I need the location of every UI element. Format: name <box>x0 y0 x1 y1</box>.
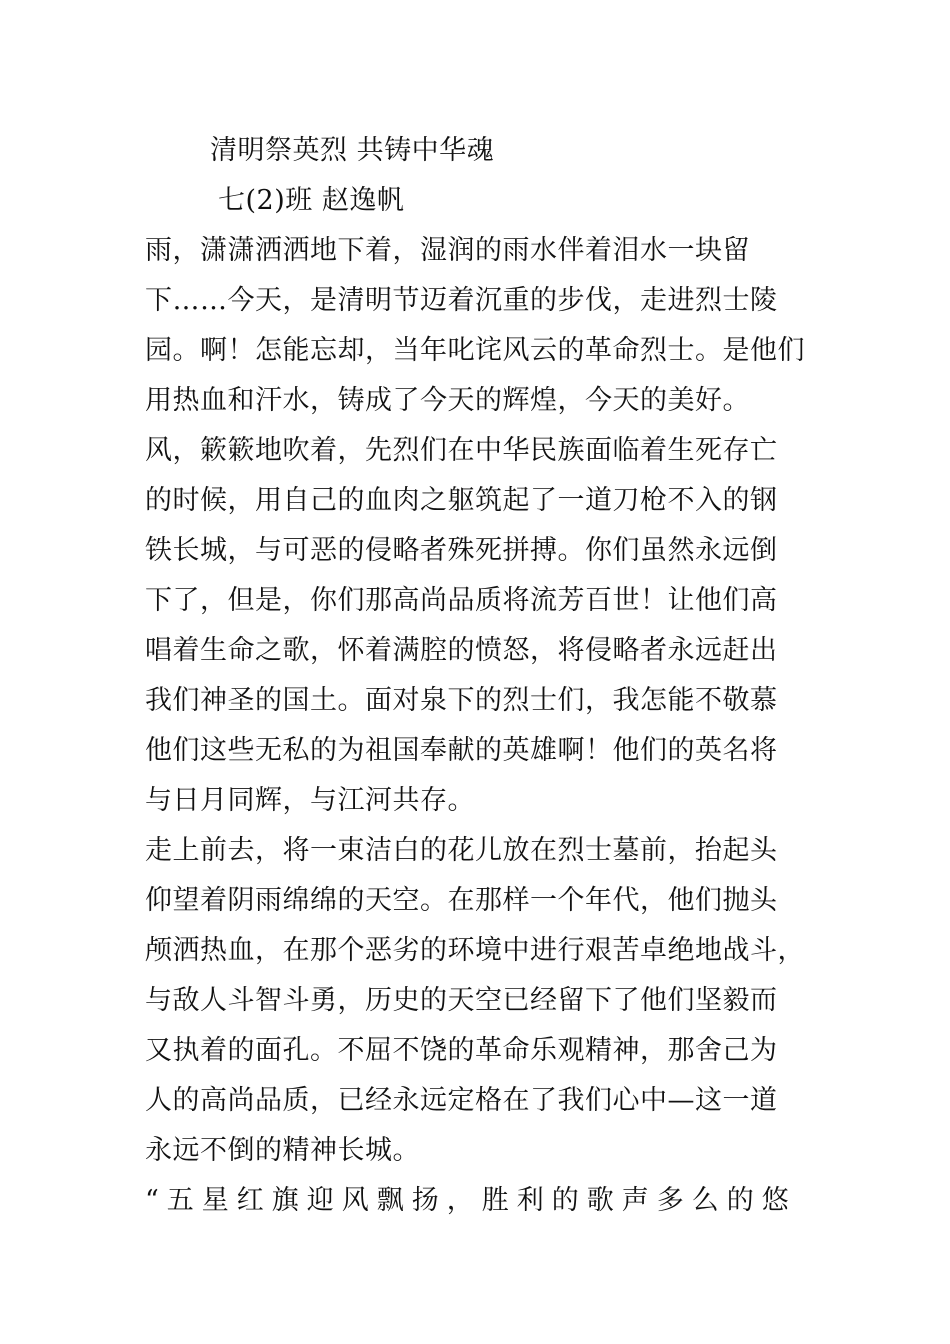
author-byline: 七(2)班 赵逸帆 <box>218 185 405 216</box>
body-line: 仰望着阴雨绵绵的天空。在那样一个年代，他们抛头 <box>145 885 778 916</box>
body-line: 风，簌簌地吹着，先烈们在中华民族面临着生死存亡 <box>145 435 778 466</box>
essay-title: 清明祭英烈 共铸中华魂 <box>210 135 495 166</box>
body-line: 的时候，用自己的血肉之躯筑起了一道刀枪不入的钢 <box>145 485 778 516</box>
body-line: 他们这些无私的为祖国奉献的英雄啊！他们的英名将 <box>145 735 778 766</box>
body-line: “五星红旗迎风飘扬，胜利的歌声多么的悠 <box>145 1185 797 1216</box>
body-line: 走上前去，将一束洁白的花儿放在烈士墓前，抬起头 <box>145 835 778 866</box>
body-line: 下了，但是，你们那高尚品质将流芳百世！让他们高 <box>145 585 778 616</box>
body-line: 唱着生命之歌，怀着满腔的愤怒，将侵略者永远赶出 <box>145 635 778 666</box>
body-line: 用热血和汗水，铸成了今天的辉煌，今天的美好。 <box>145 385 750 416</box>
body-line: 永远不倒的精神长城。 <box>145 1135 420 1166</box>
body-line: 与日月同辉，与江河共存。 <box>145 785 475 816</box>
body-line: 铁长城，与可恶的侵略者殊死拼搏。你们虽然永远倒 <box>145 535 778 566</box>
body-line: 人的高尚品质，已经永远定格在了我们心中—这一道 <box>145 1085 778 1116</box>
body-line: 我们神圣的国土。面对泉下的烈士们，我怎能不敬慕 <box>145 685 778 716</box>
body-line: 又执着的面孔。不屈不饶的革命乐观精神，那舍己为 <box>145 1035 778 1066</box>
body-line: 下……今天，是清明节迈着沉重的步伐，走进烈士陵 <box>145 285 778 316</box>
body-line: 园。啊！怎能忘却，当年叱诧风云的革命烈士。是他们 <box>145 335 805 366</box>
body-line: 与敌人斗智斗勇，历史的天空已经留下了他们坚毅而 <box>145 985 778 1016</box>
body-line: 雨，潇潇洒洒地下着，湿润的雨水伴着泪水一块留 <box>145 235 750 266</box>
body-line: 颅洒热血，在那个恶劣的环境中进行艰苦卓绝地战斗， <box>145 935 805 966</box>
